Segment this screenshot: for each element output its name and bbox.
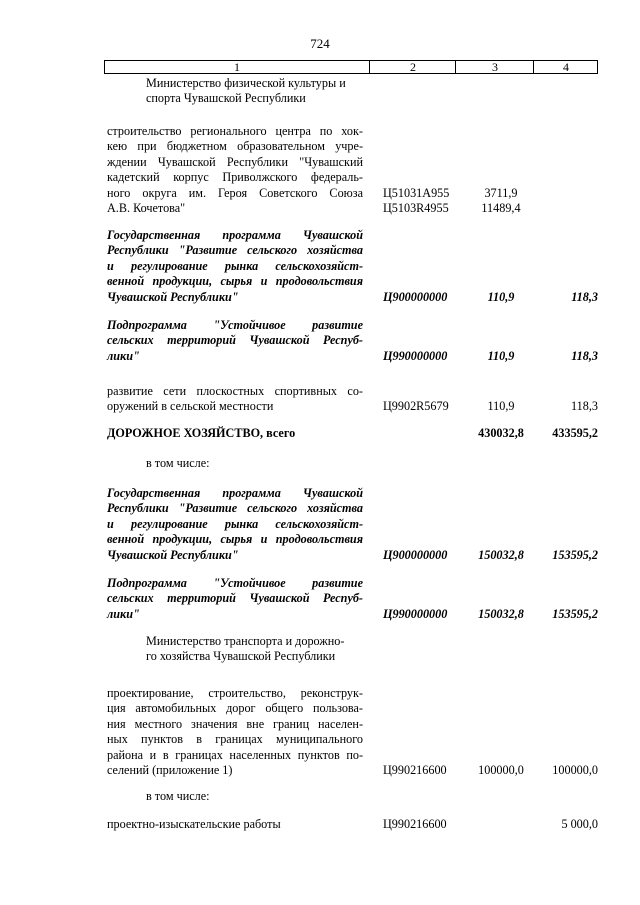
description-line: сельских территорий Чувашской Респуб- xyxy=(107,333,363,348)
row-value-col4: 118,3 xyxy=(571,399,598,414)
table-row xyxy=(104,384,598,415)
row-description xyxy=(107,228,363,305)
header-col-4: 4 xyxy=(533,61,598,73)
row-value-col3: 110,9 xyxy=(487,399,515,414)
description-line: ждении Чувашской Республики "Чувашский xyxy=(107,154,363,169)
description-line: Государственная программа Чувашской xyxy=(107,486,363,500)
row-value-col3: 150032,8 xyxy=(478,547,524,562)
description-line: Министерство физической культуры и xyxy=(146,76,346,90)
table-row xyxy=(104,486,598,563)
description-line: лики" xyxy=(107,606,140,621)
row-code: Ц990000000 xyxy=(383,348,448,363)
description-line: Подпрограмма "Устойчивое развитие xyxy=(107,318,363,332)
table-row xyxy=(104,817,598,832)
description-line: Государственная программа Чувашской xyxy=(107,228,363,242)
table-row xyxy=(104,228,598,305)
row-description xyxy=(107,384,363,415)
description-line: спорта Чувашской Республики xyxy=(146,91,306,106)
description-line: кадетский корпус Приволжского федераль- xyxy=(107,170,363,185)
description-line: Чувашской Республики" xyxy=(107,289,239,304)
row-description xyxy=(146,456,364,471)
table-row xyxy=(104,318,598,364)
row-code: Ц900000000 xyxy=(383,547,448,562)
row-value-col4: 118,3 xyxy=(571,348,598,363)
description-line: в том числе: xyxy=(146,456,210,470)
description-line: строительство регионального центра по хок- xyxy=(107,124,363,138)
row-value-col3: 110,9 xyxy=(487,348,515,363)
description-line: ного округа им. Героя Советского Союза xyxy=(107,185,363,200)
description-line: и регулирование рынка сельскохозяйст- xyxy=(107,516,363,531)
row-value-col3: 150032,8 xyxy=(478,606,524,621)
description-line: проектно-изыскательские работы xyxy=(107,817,281,831)
description-line: в том числе: xyxy=(146,789,210,803)
row-code: Ц990000000 xyxy=(383,606,448,621)
row-value-col4: 433595,2 xyxy=(552,426,598,440)
row-value-col3: 110,9 xyxy=(487,289,515,304)
header-col-1: 1 xyxy=(234,60,240,74)
description-line: района и в границах населенных пунктов по- xyxy=(107,747,363,762)
description-line: ция автомобильных дорог общего пользова- xyxy=(107,701,363,716)
row-description xyxy=(107,124,363,216)
row-value-col4: 153595,2 xyxy=(552,547,598,562)
description-line: А.В. Кочетова" xyxy=(107,201,186,216)
description-line: кею при бюджетном образовательном учре- xyxy=(107,139,363,154)
row-description xyxy=(146,76,364,107)
row-value-col4: 100000,0 xyxy=(552,763,598,777)
row-description xyxy=(107,426,363,441)
row-value-col4: 5 000,0 xyxy=(561,817,598,831)
row-description xyxy=(107,318,363,364)
row-value-col3: 3711,9 11489,4 xyxy=(481,185,521,215)
description-line: лики" xyxy=(107,348,140,363)
description-line: венной продукции, сырья и продовольствия xyxy=(107,274,363,289)
description-line: селений (приложение 1) xyxy=(107,763,233,778)
row-code: Ц51031А955 Ц5103R4955 xyxy=(383,185,450,215)
description-line: оружений в сельской местности xyxy=(107,399,274,414)
row-code: Ц9902R5679 xyxy=(383,399,449,414)
row-code: Ц900000000 xyxy=(383,289,448,304)
row-value-col4: 153595,2 xyxy=(552,606,598,621)
description-line: ных пунктов в границах муниципального xyxy=(107,732,363,747)
row-value-col3: 430032,8 xyxy=(478,426,524,440)
table-row xyxy=(104,686,598,778)
table-row xyxy=(104,426,598,441)
row-description xyxy=(107,686,363,778)
row-description xyxy=(107,817,363,832)
description-line: ния местного значения вне границ населен- xyxy=(107,716,363,731)
description-line: сельских территорий Чувашской Респуб- xyxy=(107,591,363,606)
description-line: венной продукции, сырья и продовольствия xyxy=(107,532,363,547)
description-line: го хозяйства Чувашской Республики xyxy=(146,649,336,664)
row-code: Ц990216600 xyxy=(383,763,447,777)
row-description xyxy=(146,789,364,804)
description-line: Подпрограмма "Устойчивое развитие xyxy=(107,576,363,590)
table-row xyxy=(104,456,598,471)
table-row xyxy=(104,124,598,216)
description-line: развитие сети плоскостных спортивных со- xyxy=(107,384,363,398)
table-row xyxy=(104,76,598,107)
description-line: Министерство транспорта и дорожно- xyxy=(146,634,345,648)
description-line: Чувашской Республики" xyxy=(107,547,239,562)
header-col-2: 2 xyxy=(369,61,456,73)
row-value-col4: 118,3 xyxy=(571,289,598,304)
page-number: 724 xyxy=(310,36,330,51)
row-code: Ц990216600 xyxy=(383,817,447,831)
description-line: Республики "Развитие сельского хозяйства xyxy=(107,243,363,258)
row-description xyxy=(146,634,364,665)
description-line: Республики "Развитие сельского хозяйства xyxy=(107,501,363,516)
row-description xyxy=(107,576,363,622)
header-col-3: 3 xyxy=(455,61,534,73)
table-header xyxy=(104,60,598,74)
table-row xyxy=(104,634,598,665)
description-line: проектирование, строительство, реконструк- xyxy=(107,686,363,700)
description-line: ДОРОЖНОЕ ХОЗЯЙСТВО, всего xyxy=(107,426,296,440)
row-description xyxy=(107,486,363,563)
row-value-col3: 100000,0 xyxy=(478,763,524,777)
table-row xyxy=(104,789,598,804)
table-row xyxy=(104,576,598,622)
description-line: и регулирование рынка сельскохозяйст- xyxy=(107,258,363,273)
